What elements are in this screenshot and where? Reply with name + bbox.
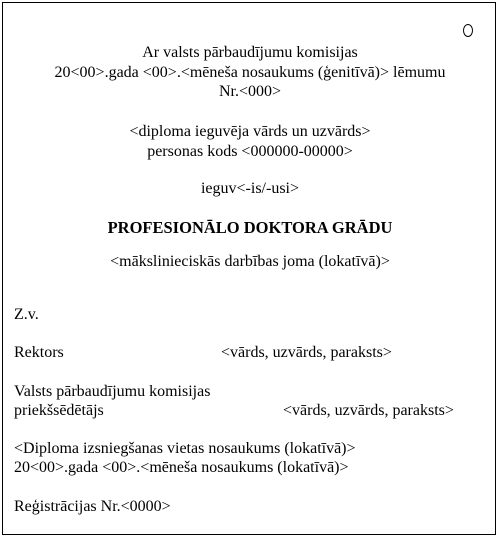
- acquired-text: ieguv<-is/-usi>: [200, 180, 300, 197]
- degree-title: PROFESIONĀLO DOKTORA GRĀDU: [107, 218, 393, 237]
- registration-number: Reģistrācijas Nr.<0000>: [14, 498, 171, 515]
- personal-code: personas kods <000000-00000>: [147, 143, 353, 160]
- seal-label: Z.v.: [14, 306, 39, 323]
- chair-label-line-1: Valsts pārbaudījumu komisijas: [14, 383, 211, 400]
- rector-signature: <vārds, uzvārds, paraksts>: [221, 344, 392, 361]
- chair-signature: <vārds, uzvārds, paraksts>: [283, 402, 454, 419]
- circle-mark-icon: [463, 24, 473, 37]
- decision-number: Nr.<000>: [218, 83, 282, 100]
- decision-line-2: 20<00>.gada <00>.<mēneša nosaukums (ģenitīvā)> lēmumu: [54, 64, 446, 81]
- chair-label-line-2: priekšsēdētājs: [14, 402, 104, 419]
- issue-date: 20<00>.gada <00>.<mēneša nosaukums (lokatīvā)>: [14, 459, 349, 476]
- field-of-art: <mākslinieciskās darbības joma (lokatīvā)>: [110, 253, 390, 270]
- rector-label: Rektors: [14, 344, 64, 361]
- issue-place: <Diploma izsniegšanas vietas nosaukums (lokatīvā)>: [14, 440, 356, 457]
- decision-line-1: Ar valsts pārbaudījumu komisijas: [142, 44, 358, 61]
- recipient-name: <diploma ieguvēja vārds un uzvārds>: [129, 123, 371, 140]
